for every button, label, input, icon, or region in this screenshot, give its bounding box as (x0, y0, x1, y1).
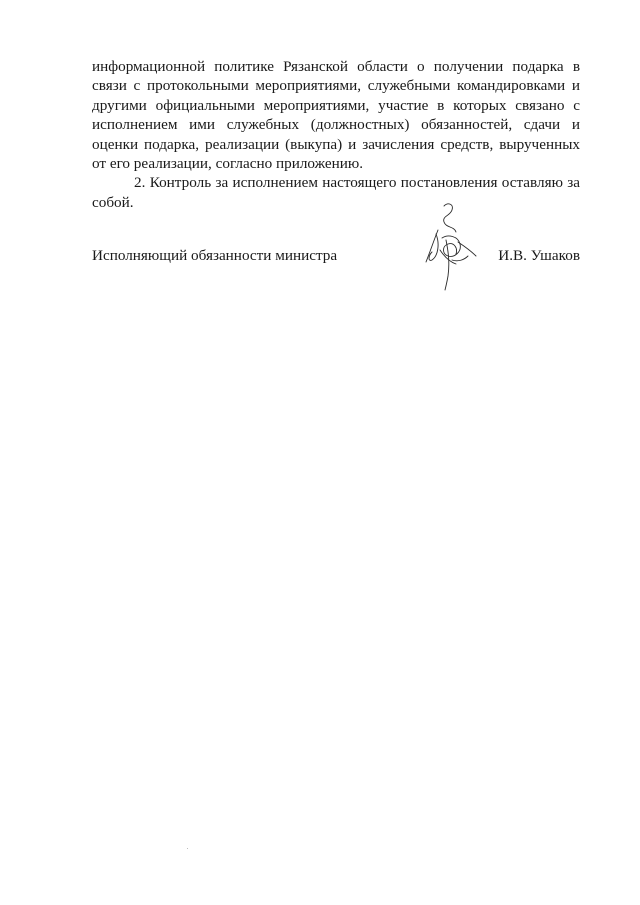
document-body (92, 57, 580, 212)
signatory-name: И.В. Ушаков (498, 247, 580, 264)
signatory-position: Исполняющий обязанности министра (92, 247, 338, 264)
signature-block (92, 247, 580, 269)
scan-speck (187, 848, 188, 849)
handwritten-signature (418, 200, 480, 292)
paragraph-control-clause: 2. Контроль за исполнением настоящего постановления оставляю за собой. (92, 174, 580, 211)
paragraph-continuation: информационной политике Рязанской области о получении подарка в связи с протокольными мероприятиями, служебными командировками и другими официальными мероприятиями, участие в которых связано с исполнением ими служебных (должностных) обязанностей, сдачи и оценки подарка, реализации (выкупа) и зачисления средств, вырученных от его реализации, согласно приложению. (92, 58, 580, 173)
